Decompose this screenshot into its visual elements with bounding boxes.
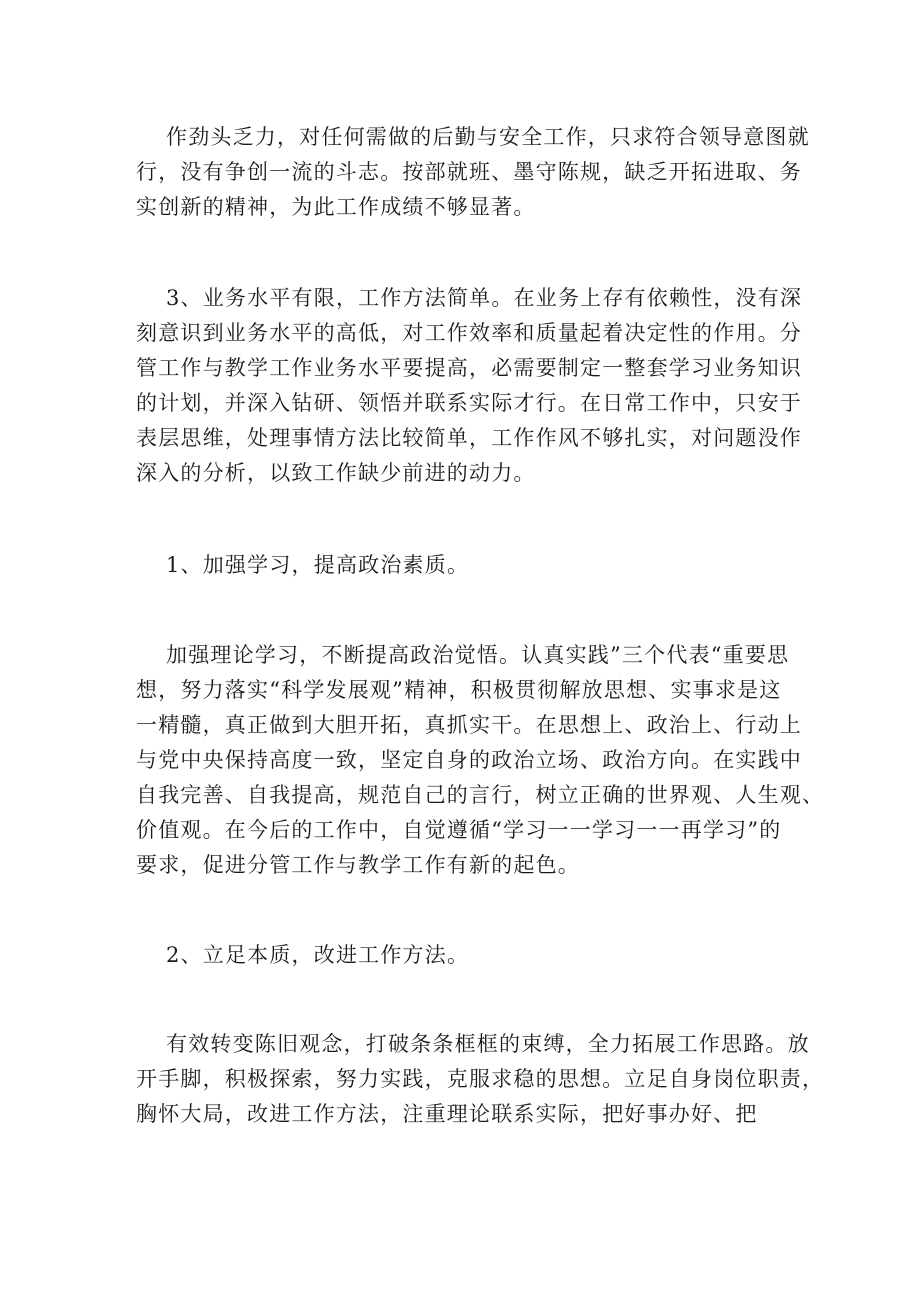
paragraph-2-line-4: 的计划，并深入钻研、领悟并联系实际才行。在日常工作中，只安于 xyxy=(136,391,802,415)
paragraph-2-line-6: 深入的分析，以致工作缺少前进的动力。 xyxy=(136,461,536,485)
paragraph-2-line-5: 表层思维，处理事情方法比较简单，工作作风不够扎实，对问题没作 xyxy=(136,426,802,450)
paragraph-5-line-1: 2、立足本质，改进工作方法。 xyxy=(166,943,470,967)
paragraph-6-line-3: 胸怀大局，改进工作方法，注重理论联系实际，把好事办好、把 xyxy=(136,1102,758,1126)
paragraph-6-line-1: 有效转变陈旧观念，打破条条框框的束缚，全力拓展工作思路。放 xyxy=(166,1032,810,1056)
paragraph-2-line-2: 刻意识到业务水平的高低，对工作效率和质量起着决定性的作用。分 xyxy=(136,321,802,345)
paragraph-3-line-1: 1、加强学习，提高政治素质。 xyxy=(166,553,470,577)
paragraph-2-line-1: 3、业务水平有限，工作方法简单。在业务上存有依赖性，没有深 xyxy=(166,286,803,310)
paragraph-6-line-2: 开手脚，积极探索，努力实践，克服求稳的思想。立足自身岗位职责， xyxy=(136,1067,825,1091)
paragraph-4-line-4: 与党中央保持高度一致，坚定自身的政治立场、政治方向。在实践中 xyxy=(136,748,802,772)
paragraph-4-line-6: 价值观。在今后的工作中，自觉遵循“学习一一学习一一再学习”的 xyxy=(136,818,782,842)
paragraph-1-line-2: 行，没有争创一流的斗志。按部就班、墨守陈规，缺乏开拓进取、务 xyxy=(136,160,802,184)
paragraph-1-line-1: 作劲头乏力，对任何需做的后勤与安全工作，只求符合领导意图就 xyxy=(166,125,810,149)
paragraph-2-line-3: 管工作与教学工作业务水平要提高，必需要制定一整套学习业务知识 xyxy=(136,356,802,380)
paragraph-4-line-3: 一精髓，真正做到大胆开拓，真抓实干。在思想上、政治上、行动上 xyxy=(136,713,802,737)
paragraph-1-line-3: 实创新的精神，为此工作成绩不够显著。 xyxy=(136,195,536,219)
paragraph-4-line-2: 想，努力落实“科学发展观”精神，积极贯彻解放思想、实事求是这 xyxy=(136,678,782,702)
paragraph-4-line-5: 自我完善、自我提高，规范自己的言行，树立正确的世界观、人生观、 xyxy=(136,783,825,807)
paragraph-4-line-7: 要求，促进分管工作与教学工作有新的起色。 xyxy=(136,853,580,877)
paragraph-4-line-1: 加强理论学习，不断提高政治觉悟。认真实践”三个代表“重要思 xyxy=(166,643,790,667)
